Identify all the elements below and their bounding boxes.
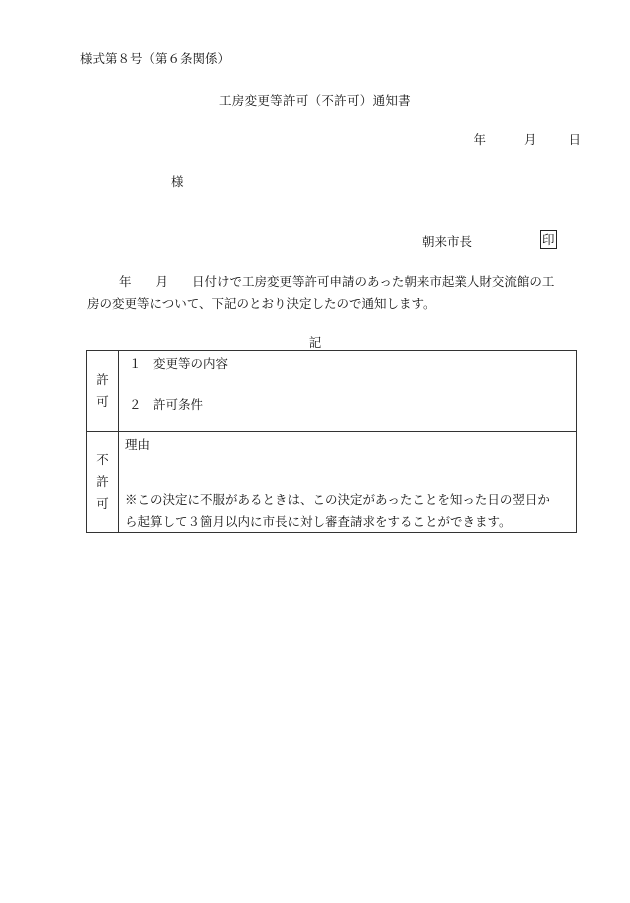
recipient-honorific: 様	[171, 174, 184, 189]
appeal-notice-line-1: ※この決定に不服があるときは、この決定があったことを知った日の翌日か	[125, 492, 550, 507]
permit-content-cell	[119, 351, 577, 432]
date-month-label: 月	[523, 132, 537, 147]
date-line	[473, 130, 581, 148]
body-line-1	[87, 271, 582, 293]
permit-label-char: 許	[96, 372, 109, 387]
item-number: ２	[129, 397, 142, 412]
body-paragraph	[87, 271, 582, 315]
issuer-name: 朝来市長	[422, 234, 473, 249]
deny-row	[87, 432, 577, 533]
permit-item-1	[129, 354, 228, 372]
body-line-1-text: 日付けで工房変更等許可申請のあった朝来市起業人財交流館の工	[192, 274, 555, 289]
appeal-notice-line-2: ら起算して３箇月以内に市長に対し審査請求をすることができます。	[125, 514, 512, 529]
body-month-label: 月	[155, 274, 169, 289]
item-number: １	[129, 356, 142, 371]
date-day-label: 日	[568, 132, 581, 147]
reason-label: 理由	[125, 437, 151, 452]
permit-row	[87, 351, 577, 432]
permit-label-cell	[87, 351, 119, 432]
body-line-2: 房の変更等について、下記のとおり決定したので通知します。	[87, 296, 436, 311]
document-title: 工房変更等許可（不許可）通知書	[218, 93, 411, 108]
ki-heading: 記	[308, 335, 322, 350]
body-year-label: 年	[119, 274, 132, 289]
deny-content-cell	[119, 432, 577, 533]
decision-table	[86, 350, 577, 533]
deny-label-char: 不	[96, 452, 109, 467]
seal-mark: 印	[542, 232, 555, 247]
deny-label-char: 可	[96, 496, 109, 511]
deny-label-cell	[87, 432, 119, 533]
item-label: 変更等の内容	[153, 356, 229, 371]
permit-label-char: 可	[96, 394, 109, 409]
form-number: 様式第８号（第６条関係）	[80, 51, 231, 66]
date-year-label: 年	[473, 132, 486, 147]
deny-label-char: 許	[96, 474, 109, 489]
item-label: 許可条件	[153, 397, 204, 412]
permit-item-2	[129, 395, 203, 413]
